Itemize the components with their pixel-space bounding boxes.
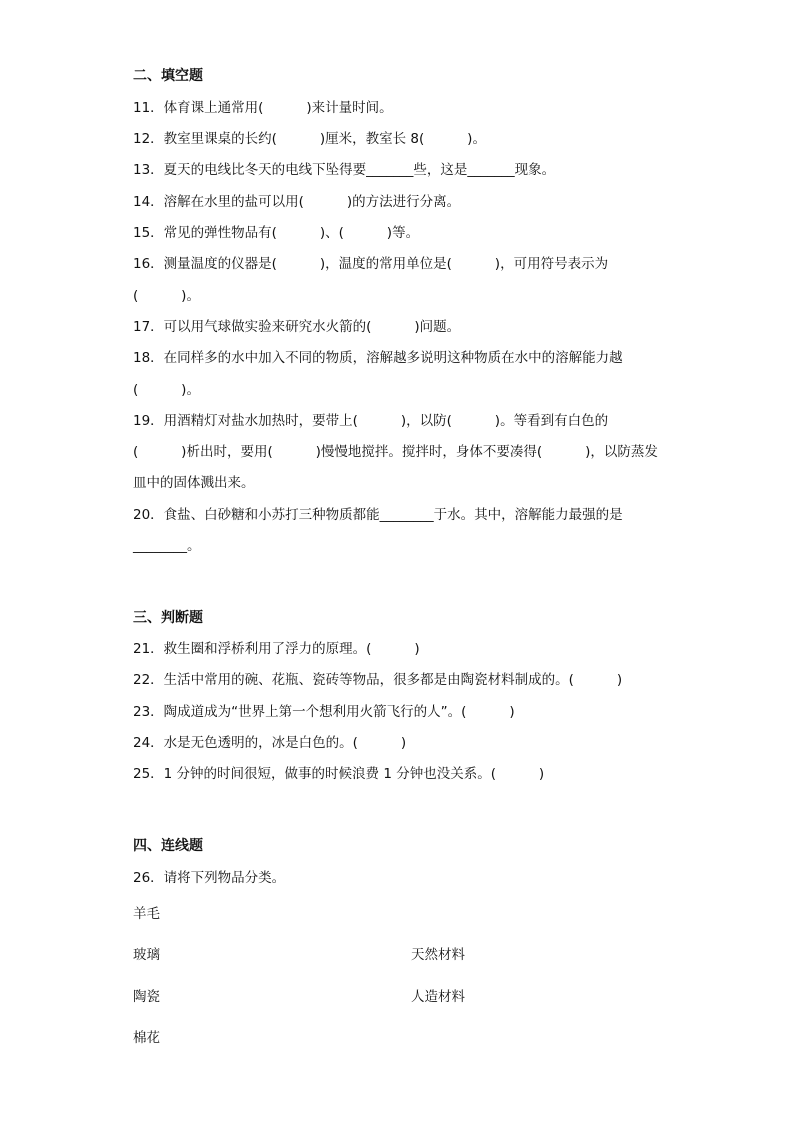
question-20: 20．食盐、白砂糖和小苏打三种物质都能________于水。其中，溶解能力最强的是: [133, 507, 623, 523]
question-17: 17．可以用气球做实验来研究水火箭的( )问题。: [133, 319, 461, 335]
question-24: 24．水是无色透明的，冰是白色的。( ): [133, 735, 407, 751]
question-20-cont: ________。: [133, 538, 201, 554]
question-21: 21．救生圈和浮桥利用了浮力的原理。( ): [133, 641, 420, 657]
question-19-cont2: 皿中的固体溅出来。: [133, 475, 255, 491]
question-14: 14．溶解在水里的盐可以用( )的方法进行分离。: [133, 194, 461, 210]
question-13: 13．夏天的电线比冬天的电线下坠得要_______些，这是_______现象。: [133, 162, 556, 178]
match-item-right: 人造材料: [411, 989, 465, 1005]
question-22: 22．生活中常用的碗、花瓶、瓷砖等物品，很多都是由陶瓷材料制成的。( ): [133, 672, 623, 688]
match-item-left: 陶瓷: [133, 989, 160, 1005]
question-16: 16．测量温度的仪器是( )，温度的常用单位是( )，可用符号表示为: [133, 256, 609, 272]
section-3-title: 三、判断题: [133, 610, 203, 626]
match-item-left: 棉花: [133, 1030, 160, 1046]
question-15: 15．常见的弹性物品有( )、( )等。: [133, 225, 420, 241]
question-23: 23．陶成道成为“世界上第一个想利用火箭飞行的人”。( ): [133, 704, 515, 720]
question-18: 18．在同样多的水中加入不同的物质，溶解越多说明这种物质在水中的溶解能力越: [133, 350, 623, 366]
question-11: 11．体育课上通常用( )来计量时间。: [133, 100, 393, 116]
question-18-cont: ( )。: [133, 382, 200, 398]
section-2-title: 二、填空题: [133, 68, 203, 84]
question-19-cont: ( )析出时，要用( )慢慢地搅拌。搅拌时，身体不要凑得( )，以防蒸发: [133, 444, 658, 460]
match-item-left: 玻璃: [133, 947, 160, 963]
match-item-right: 天然材料: [411, 947, 465, 963]
question-19: 19．用酒精灯对盐水加热时，要带上( )，以防( )。等看到有白色的: [133, 413, 609, 429]
match-item-left: 羊毛: [133, 906, 160, 922]
question-12: 12．教室里课桌的长约( )厘米，教室长 8( )。: [133, 131, 486, 147]
question-25: 25．1 分钟的时间很短，做事的时候浪费 1 分钟也没关系。( ): [133, 766, 545, 782]
question-26: 26．请将下列物品分类。: [133, 870, 286, 886]
question-16-cont: ( )。: [133, 288, 200, 304]
section-4-title: 四、连线题: [133, 838, 203, 854]
